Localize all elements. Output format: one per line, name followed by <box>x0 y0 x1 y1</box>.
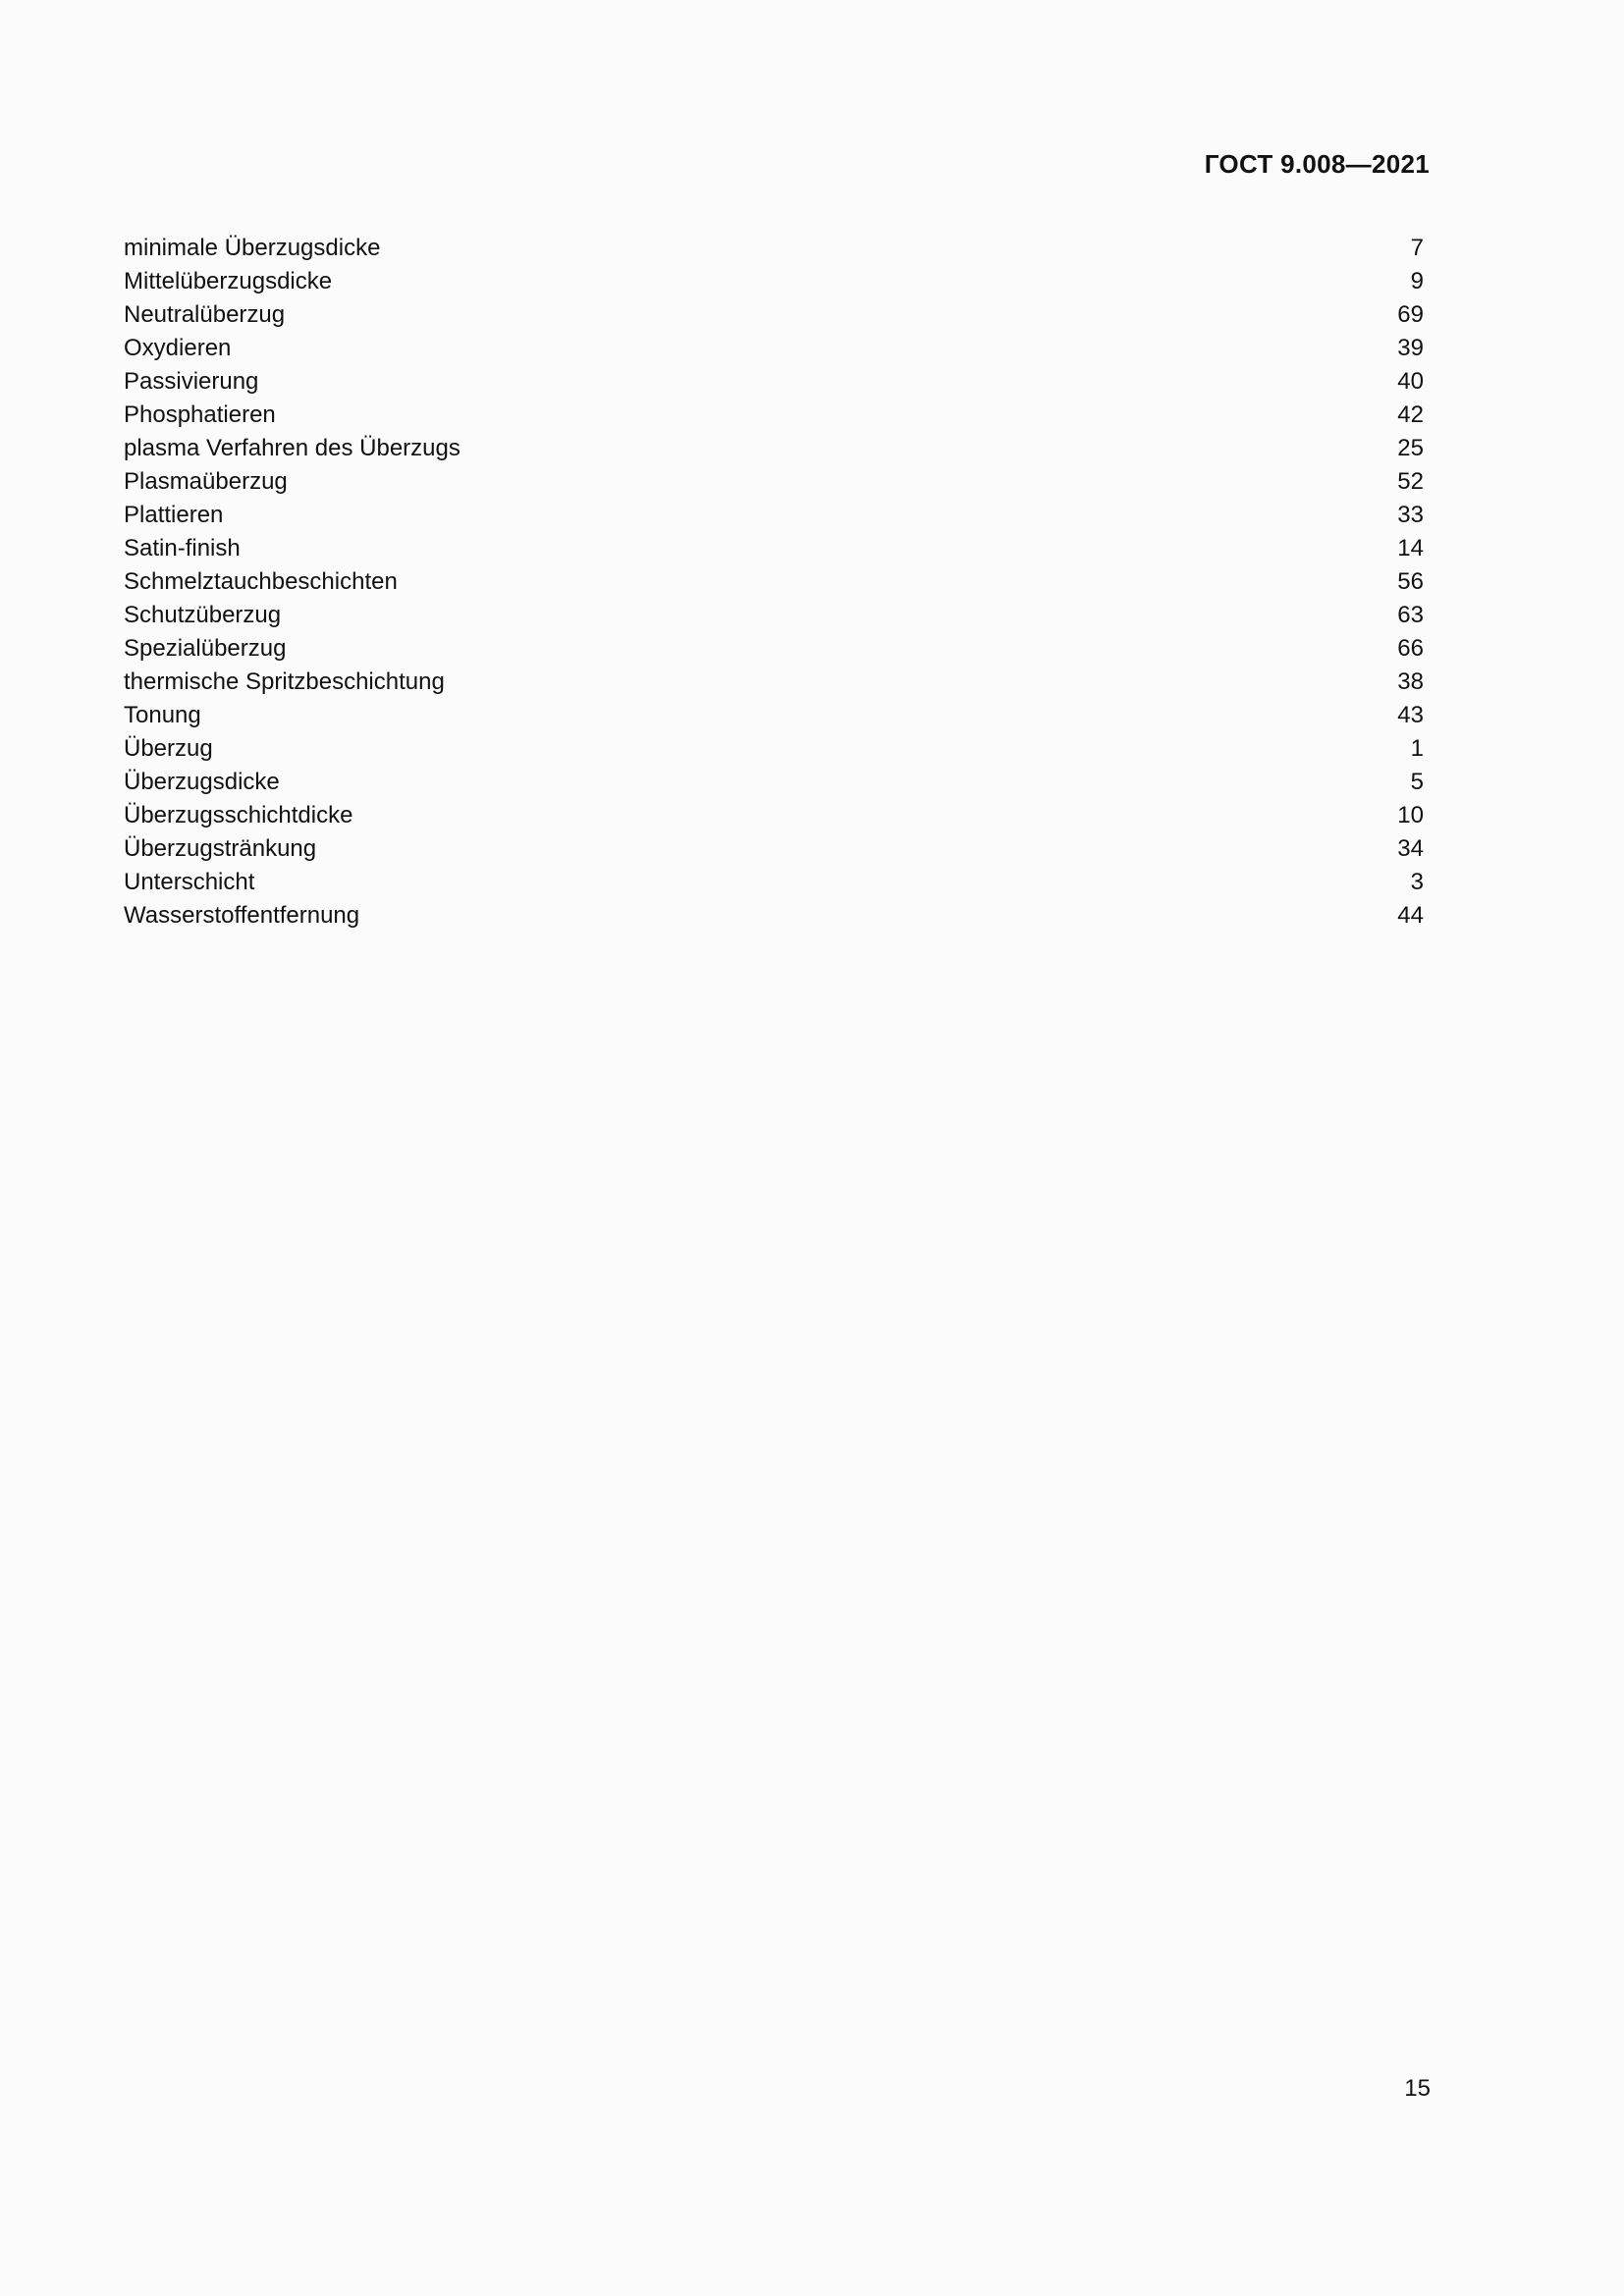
index-term: Überzugstränkung <box>124 835 317 862</box>
index-term: Oxydieren <box>124 335 232 361</box>
index-term: Schmelztauchbeschichten <box>124 568 398 595</box>
index-entry <box>124 565 1424 599</box>
index-entry <box>124 666 1424 699</box>
index-entry <box>124 766 1424 799</box>
index-entry <box>124 599 1424 632</box>
index-number: 1 <box>1410 735 1424 762</box>
index-entry <box>124 832 1424 866</box>
index-number: 34 <box>1397 835 1424 862</box>
index-number: 14 <box>1397 535 1424 561</box>
index-entry <box>124 365 1424 399</box>
index-term: Plasmaüberzug <box>124 468 288 495</box>
index-entry <box>124 899 1424 933</box>
index-number: 43 <box>1397 702 1424 728</box>
index-entry <box>124 465 1424 499</box>
index-term: Spezialüberzug <box>124 635 287 662</box>
document-code-header: ГОСТ 9.008—2021 <box>1204 149 1430 179</box>
index-number: 38 <box>1397 668 1424 695</box>
index-term: Unterschicht <box>124 869 255 895</box>
index-term: Überzugsdicke <box>124 769 280 795</box>
index-number: 66 <box>1397 635 1424 662</box>
index-term: thermische Spritzbeschichtung <box>124 668 445 695</box>
index-term: Schutzüberzug <box>124 602 282 628</box>
index-number: 7 <box>1410 235 1424 261</box>
index-entry <box>124 232 1424 265</box>
index-term: Tonung <box>124 702 201 728</box>
index-entry <box>124 866 1424 899</box>
index-number: 44 <box>1397 902 1424 929</box>
index-entry <box>124 399 1424 432</box>
index-entry <box>124 432 1424 465</box>
index-term: Satin-finish <box>124 535 241 561</box>
index-number: 63 <box>1397 602 1424 628</box>
index-number: 33 <box>1397 502 1424 528</box>
index-entry <box>124 532 1424 565</box>
index-term: minimale Überzugsdicke <box>124 235 381 261</box>
index-entry <box>124 699 1424 732</box>
index-number: 25 <box>1397 435 1424 461</box>
index-term: Phosphatieren <box>124 401 276 428</box>
index-entry <box>124 499 1424 532</box>
index-term: Neutralüberzug <box>124 301 286 328</box>
index-entry <box>124 732 1424 766</box>
index-term: plasma Verfahren des Überzugs <box>124 435 460 461</box>
index-term: Mittelüberzugsdicke <box>124 268 333 294</box>
term-index-list <box>124 232 1424 933</box>
index-number: 52 <box>1397 468 1424 495</box>
page-number: 15 <box>1404 2075 1431 2102</box>
index-number: 3 <box>1410 869 1424 895</box>
index-entry <box>124 799 1424 832</box>
index-entry <box>124 332 1424 365</box>
index-term: Überzugsschichtdicke <box>124 802 353 828</box>
index-entry <box>124 265 1424 298</box>
index-number: 9 <box>1410 268 1424 294</box>
index-term: Wasserstoffentfernung <box>124 902 360 929</box>
index-number: 42 <box>1397 401 1424 428</box>
index-number: 39 <box>1397 335 1424 361</box>
index-number: 56 <box>1397 568 1424 595</box>
index-number: 10 <box>1397 802 1424 828</box>
index-term: Passivierung <box>124 368 259 395</box>
index-term: Plattieren <box>124 502 224 528</box>
index-entry <box>124 298 1424 332</box>
index-number: 40 <box>1397 368 1424 395</box>
index-term: Überzug <box>124 735 213 762</box>
index-entry <box>124 632 1424 666</box>
index-number: 69 <box>1397 301 1424 328</box>
index-number: 5 <box>1410 769 1424 795</box>
